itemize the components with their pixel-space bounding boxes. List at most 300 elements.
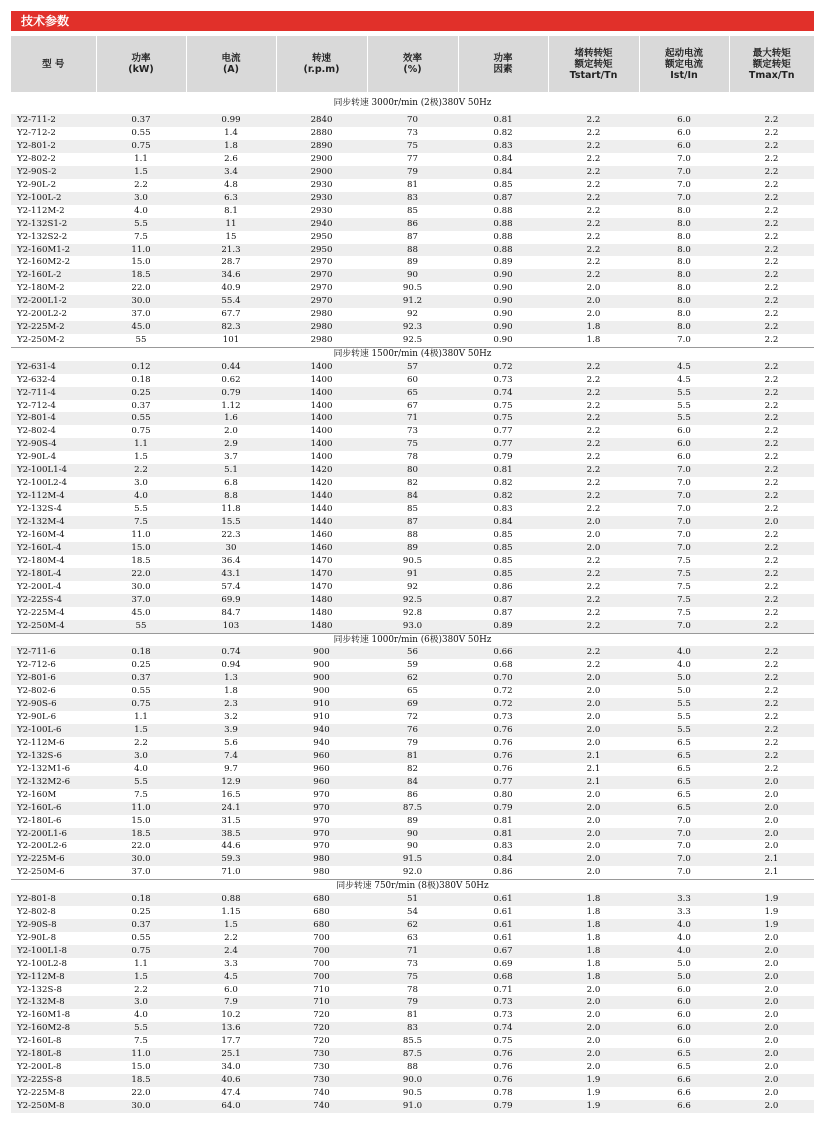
table-cell: 79	[367, 996, 458, 1009]
table-row	[11, 996, 814, 1009]
table-cell: 2890	[276, 140, 367, 153]
table-cell: 0.25	[131, 660, 151, 671]
table-row	[11, 153, 814, 166]
table-cell: 0.61	[493, 906, 513, 917]
table-cell: 89	[407, 257, 418, 268]
table-cell: 1480	[276, 594, 367, 607]
table-cell: 0.88	[458, 218, 548, 231]
table-cell: 970	[313, 815, 330, 826]
table-row	[11, 1100, 814, 1113]
table-cell: 2.0	[548, 853, 639, 866]
table-cell: 2.2	[729, 594, 814, 607]
table-cell: 2.2	[548, 387, 639, 400]
table-cell: 0.90	[458, 321, 548, 334]
table-cell: 59.3	[186, 853, 276, 866]
table-cell: 0.90	[493, 283, 513, 294]
table-cell: 8.0	[677, 257, 691, 268]
table-cell: 88	[407, 1062, 418, 1073]
table-cell: 2.2	[586, 660, 601, 671]
table-cell: 0.75	[96, 140, 186, 153]
table-cell: 2.2	[586, 257, 601, 268]
table-cell: 2.2	[764, 374, 779, 385]
table-cell: 0.61	[458, 893, 548, 906]
table-cell: 2.2	[764, 686, 779, 697]
table-cell: 1.9	[548, 1100, 639, 1113]
table-cell: 5.5	[677, 400, 691, 411]
table-row	[11, 802, 814, 815]
table-cell: Y2-200L-8	[17, 1062, 62, 1073]
table-cell: 90	[407, 841, 418, 852]
table-cell: 910	[276, 698, 367, 711]
table-cell: 900	[313, 660, 330, 671]
table-cell: 2.0	[729, 996, 814, 1009]
table-cell: Y2-801-4	[11, 412, 96, 425]
header-max-torque: 最大转矩 额定转矩 Tmax/Tn	[729, 36, 814, 92]
table-cell: 2.2	[548, 114, 639, 127]
table-cell: 1.8	[586, 335, 601, 346]
table-cell: 2.0	[764, 932, 779, 943]
table-cell: 2.1	[764, 867, 779, 878]
table-cell: 8.1	[224, 205, 238, 216]
table-cell: 0.76	[458, 750, 548, 763]
table-cell: 0.84	[458, 516, 548, 529]
table-cell: 7.0	[639, 464, 729, 477]
table-cell: 9.7	[224, 763, 238, 774]
table-cell: Y2-132S2-2	[17, 231, 68, 242]
table-cell: Y2-90L-4	[17, 452, 57, 463]
table-cell: 2.2	[729, 724, 814, 737]
table-cell: Y2-200L2-2	[17, 309, 67, 320]
table-cell: 0.55	[131, 686, 151, 697]
table-cell: 2.2	[764, 205, 779, 216]
table-cell: 37.0	[96, 594, 186, 607]
table-cell: 0.75	[458, 412, 548, 425]
table-cell: 2.0	[729, 1074, 814, 1087]
table-cell: 0.69	[493, 958, 513, 969]
table-cell: 64.0	[186, 1100, 276, 1113]
table-cell: 6.0	[677, 1010, 691, 1021]
table-cell: Y2-180L-4	[11, 568, 96, 581]
table-cell: 2.2	[764, 581, 779, 592]
table-cell: 2.0	[729, 828, 814, 841]
table-cell: 30.0	[131, 581, 151, 592]
table-cell: 2.2	[548, 620, 639, 633]
table-cell: 5.5	[134, 504, 148, 515]
table-cell: 2.0	[586, 984, 601, 995]
table-cell: 1.9	[729, 893, 814, 906]
table-row	[11, 140, 814, 153]
table-row	[11, 1009, 814, 1022]
table-cell: 7.9	[186, 996, 276, 1009]
table-cell: 2.2	[586, 153, 601, 164]
table-cell: 2.1	[548, 776, 639, 789]
table-cell: Y2-250M-4	[11, 620, 96, 633]
table-cell: 72	[407, 711, 418, 722]
table-cell: 0.77	[493, 426, 513, 437]
table-cell: 2.2	[586, 504, 601, 515]
table-cell: 1.9	[764, 906, 779, 917]
table-cell: 0.84	[458, 853, 548, 866]
table-cell: 2.1	[729, 853, 814, 866]
table-cell: 0.73	[493, 374, 513, 385]
table-cell: 2.2	[548, 244, 639, 257]
table-cell: 85.5	[402, 1036, 423, 1047]
table-cell: Y2-90L-6	[17, 711, 57, 722]
table-row	[11, 906, 814, 919]
header-row	[11, 36, 814, 92]
table-cell: 34.0	[221, 1062, 241, 1073]
table-cell: 960	[276, 750, 367, 763]
table-cell: 88	[407, 530, 418, 541]
table-cell: 83	[367, 1022, 458, 1035]
table-cell: 7.5	[639, 568, 729, 581]
table-cell: Y2-100L-2	[11, 192, 96, 205]
table-cell: 0.75	[96, 698, 186, 711]
table-cell: 2.0	[548, 1048, 639, 1061]
table-cell: 12.9	[186, 776, 276, 789]
table-row	[11, 776, 814, 789]
table-cell: 78	[407, 984, 418, 995]
table-cell: 2970	[276, 269, 367, 282]
table-cell: 4.0	[639, 919, 729, 932]
table-cell: 4.5	[186, 971, 276, 984]
header-power: 功率 (kW)	[96, 36, 186, 92]
table-cell: 7.0	[677, 335, 691, 346]
table-row	[11, 853, 814, 866]
table-cell: 2.2	[586, 127, 601, 138]
table-cell: 1.1	[96, 438, 186, 451]
table-cell: 2.0	[729, 1048, 814, 1061]
table-cell: 2980	[310, 335, 333, 346]
table-row	[11, 192, 814, 205]
table-cell: 0.83	[493, 841, 513, 852]
table-cell: 0.37	[96, 919, 186, 932]
table-cell: 57	[367, 361, 458, 374]
table-cell: 22.0	[131, 841, 151, 852]
table-cell: Y2-132M-8	[11, 996, 96, 1009]
table-cell: 4.0	[639, 646, 729, 659]
table-cell: 55	[96, 620, 186, 633]
table-cell: 2.2	[729, 698, 814, 711]
table-cell: 1400	[310, 374, 333, 385]
table-cell: Y2-160M1-8	[17, 1010, 71, 1021]
table-cell: 1.8	[548, 971, 639, 984]
table-row	[11, 231, 814, 244]
section-label: 同步转速 1500r/min (4极)380V 50Hz	[11, 348, 814, 361]
table-cell: 2.2	[586, 607, 601, 618]
table-cell: 2.3	[186, 698, 276, 711]
table-cell: 11.0	[131, 530, 151, 541]
table-cell: 1.8	[224, 686, 238, 697]
table-cell: 70	[367, 114, 458, 127]
table-cell: Y2-631-4	[11, 361, 96, 374]
table-cell: 2950	[276, 244, 367, 257]
table-cell: 8.0	[677, 205, 691, 216]
table-cell: 970	[313, 789, 330, 800]
table-cell: 0.79	[493, 452, 513, 463]
table-cell: 54	[407, 906, 418, 917]
table-cell: 0.37	[131, 400, 151, 411]
table-cell: 7.5	[134, 1036, 148, 1047]
table-cell: 720	[313, 1010, 330, 1021]
table-cell: 1400	[310, 426, 333, 437]
table-cell: 0.74	[186, 646, 276, 659]
table-row	[11, 256, 814, 269]
table-row	[11, 334, 814, 347]
table-cell: Y2-200L-4	[17, 581, 62, 592]
table-cell: 0.75	[131, 426, 151, 437]
table-cell: 0.25	[96, 387, 186, 400]
table-cell: 7.0	[639, 516, 729, 529]
table-cell: 2.0	[586, 711, 601, 722]
table-cell: 970	[313, 841, 330, 852]
table-row	[11, 114, 814, 127]
table-cell: 2.2	[729, 140, 814, 153]
table-cell: 6.0	[639, 140, 729, 153]
table-cell: 92.5	[367, 594, 458, 607]
table-cell: 4.0	[134, 763, 148, 774]
table-cell: 1.1	[134, 153, 148, 164]
table-cell: 6.5	[639, 776, 729, 789]
table-cell: 6.0	[677, 426, 691, 437]
section-header-row	[11, 633, 814, 646]
table-cell: 91.2	[367, 295, 458, 308]
table-cell: 6.0	[677, 1036, 691, 1047]
table-cell: Y2-132S-4	[17, 504, 63, 515]
table-cell: 6.5	[677, 763, 691, 774]
table-cell: 2930	[276, 192, 367, 205]
table-cell: 0.68	[493, 660, 513, 671]
table-cell: 0.86	[493, 867, 513, 878]
table-cell: 2.2	[586, 581, 601, 592]
table-cell: 0.90	[493, 335, 513, 346]
table-cell: 25.1	[186, 1048, 276, 1061]
table-cell: 40.6	[186, 1074, 276, 1087]
table-cell: 7.5	[677, 555, 691, 566]
table-cell: 2.2	[729, 464, 814, 477]
table-row	[11, 218, 814, 231]
table-cell: 1.9	[729, 919, 814, 932]
table-cell: Y2-200L1-6	[11, 828, 96, 841]
table-cell: 6.0	[224, 984, 238, 995]
table-cell: 2.2	[764, 607, 779, 618]
table-cell: 1400	[276, 412, 367, 425]
table-cell: 22.0	[131, 283, 151, 294]
section-label: 同步转速 750r/min (8极)380V 50Hz	[11, 880, 814, 893]
table-cell: 2970	[310, 283, 333, 294]
table-cell: 15.0	[131, 1062, 151, 1073]
table-cell: 1.15	[221, 906, 241, 917]
table-cell: 2.2	[729, 361, 814, 374]
table-cell: 91.0	[367, 1100, 458, 1113]
table-row	[11, 1061, 814, 1074]
table-cell: 67.7	[221, 309, 241, 320]
table-cell: 1400	[276, 361, 367, 374]
table-cell: 0.25	[131, 906, 151, 917]
section-header-row	[11, 880, 814, 893]
table-cell: 7.5	[134, 231, 148, 242]
table-cell: 910	[313, 711, 330, 722]
table-cell: 2.0	[729, 776, 814, 789]
table-cell: 0.44	[186, 361, 276, 374]
table-cell: Y2-132M-4	[11, 516, 96, 529]
table-cell: Y2-225M-4	[17, 607, 65, 618]
table-cell: 0.37	[96, 114, 186, 127]
table-cell: 2.2	[586, 374, 601, 385]
table-cell: 700	[276, 971, 367, 984]
table-cell: 3.9	[186, 724, 276, 737]
table-cell: 2.0	[764, 1062, 779, 1073]
table-row	[11, 646, 814, 659]
table-cell: 0.90	[458, 269, 548, 282]
table-cell: 710	[313, 984, 330, 995]
table-row	[11, 166, 814, 179]
table-cell: 900	[276, 646, 367, 659]
table-cell: 2.0	[586, 686, 601, 697]
table-cell: 4.0	[134, 1010, 148, 1021]
table-cell: 2.2	[548, 166, 639, 179]
table-cell: Y2-90S-6	[11, 698, 96, 711]
table-cell: 2.0	[586, 530, 601, 541]
table-cell: 1440	[276, 490, 367, 503]
table-cell: Y2-132S-8	[17, 984, 63, 995]
table-cell: 2.2	[548, 438, 639, 451]
table-cell: 15.5	[186, 516, 276, 529]
table-cell: 5.5	[677, 711, 691, 722]
table-cell: 30.0	[96, 1100, 186, 1113]
table-cell: 6.6	[677, 1088, 691, 1099]
table-cell: 0.70	[458, 672, 548, 685]
table-cell: Y2-100L-6	[11, 724, 96, 737]
table-cell: 0.87	[493, 607, 513, 618]
table-cell: Y2-802-4	[17, 426, 56, 437]
table-cell: 3.4	[186, 166, 276, 179]
table-cell: 1.5	[186, 919, 276, 932]
table-cell: 0.79	[458, 802, 548, 815]
table-cell: 2.2	[764, 231, 779, 242]
table-cell: 73	[407, 958, 418, 969]
table-cell: 0.67	[458, 945, 548, 958]
table-cell: 5.0	[639, 672, 729, 685]
table-cell: Y2-160L-4	[11, 542, 96, 555]
table-cell: 90.5	[402, 555, 423, 566]
table-cell: 2.2	[548, 269, 639, 282]
table-cell: 2.2	[586, 478, 601, 489]
table-row	[11, 555, 814, 568]
table-cell: 6.6	[639, 1074, 729, 1087]
table-cell: 6.0	[677, 984, 691, 995]
table-cell: Y2-225M-8	[17, 1088, 65, 1099]
table-cell: 940	[313, 737, 330, 748]
table-cell: Y2-90S-2	[11, 166, 96, 179]
table-cell: 2.2	[764, 504, 779, 515]
table-row	[11, 737, 814, 750]
table-cell: 0.76	[458, 724, 548, 737]
table-cell: 77	[407, 153, 418, 164]
table-cell: 92	[407, 309, 418, 320]
table-cell: 2.2	[729, 542, 814, 555]
table-cell: Y2-132S-6	[11, 750, 96, 763]
table-cell: 2.2	[586, 179, 601, 190]
table-cell: 2.2	[764, 179, 779, 190]
table-cell: 103	[186, 620, 276, 633]
table-cell: 65	[367, 387, 458, 400]
table-row	[11, 321, 814, 334]
table-cell: 1.3	[186, 672, 276, 685]
table-cell: 2.0	[548, 802, 639, 815]
section-label: 同步转速 1000r/min (6极)380V 50Hz	[11, 633, 814, 646]
table-cell: Y2-711-4	[11, 387, 96, 400]
table-cell: 980	[276, 853, 367, 866]
table-cell: 4.5	[677, 374, 691, 385]
table-cell: 2.2	[764, 737, 779, 748]
table-cell: 56	[367, 646, 458, 659]
table-cell: 0.94	[221, 660, 241, 671]
table-cell: 1480	[276, 620, 367, 633]
table-cell: 2.0	[764, 1088, 779, 1099]
table-cell: 90.5	[402, 283, 423, 294]
table-cell: 680	[276, 893, 367, 906]
table-cell: 73	[407, 127, 418, 138]
table-cell: 0.37	[96, 672, 186, 685]
table-cell: 45.0	[96, 321, 186, 334]
table-cell: 0.88	[493, 205, 513, 216]
table-cell: 0.88	[493, 231, 513, 242]
table-cell: Y2-112M-6	[17, 737, 65, 748]
table-cell: Y2-802-8	[17, 906, 56, 917]
section-title: 技术参数	[11, 11, 814, 31]
table-cell: 2.2	[224, 932, 238, 943]
table-cell: 6.3	[186, 192, 276, 205]
table-cell: 15.0	[131, 257, 151, 268]
table-cell: 2.2	[764, 478, 779, 489]
table-cell: 8.0	[639, 295, 729, 308]
table-cell: 1.8	[186, 140, 276, 153]
header-power-factor: 功率 因素	[458, 36, 548, 92]
table-cell: 980	[313, 867, 330, 878]
table-cell: 740	[276, 1100, 367, 1113]
table-row	[11, 205, 814, 218]
table-cell: 62	[367, 672, 458, 685]
table-cell: 2.2	[548, 192, 639, 205]
table-cell: 6.0	[639, 438, 729, 451]
table-cell: 2880	[310, 127, 333, 138]
table-cell: 11.8	[221, 504, 241, 515]
table-cell: 0.78	[493, 1088, 513, 1099]
table-cell: 1470	[276, 568, 367, 581]
table-cell: Y2-112M-8	[11, 971, 96, 984]
table-cell: 7.5	[639, 594, 729, 607]
table-row	[11, 724, 814, 737]
table-cell: 2.6	[224, 153, 238, 164]
table-cell: 85	[407, 504, 418, 515]
table-row	[11, 620, 814, 633]
table-cell: 2.2	[764, 283, 779, 294]
table-cell: 8.0	[639, 218, 729, 231]
table-cell: 0.72	[458, 361, 548, 374]
table-row	[11, 529, 814, 542]
table-cell: 93.0	[367, 620, 458, 633]
table-cell: 0.55	[96, 412, 186, 425]
table-cell: 2.2	[548, 594, 639, 607]
table-cell: 4.0	[677, 660, 691, 671]
table-cell: 0.61	[458, 919, 548, 932]
table-cell: 91.5	[367, 853, 458, 866]
table-cell: 1.8	[586, 958, 601, 969]
table-row	[11, 127, 814, 140]
header-current: 电流 (A)	[186, 36, 276, 92]
table-cell: 87.5	[367, 1048, 458, 1061]
